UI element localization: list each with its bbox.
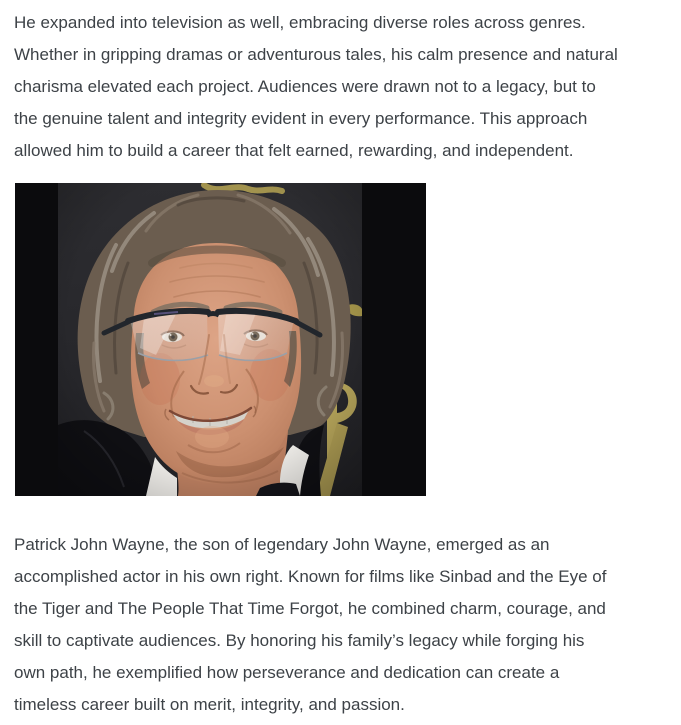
portrait-illustration xyxy=(58,183,362,496)
text-line: Whether in gripping dramas or adventurous tales, his calm presence and natural xyxy=(14,45,618,64)
text-line: skill to captivate audiences. By honoring his family’s legacy while forging his xyxy=(14,631,585,650)
text-line: timeless career built on merit, integrity, and passion. xyxy=(14,695,405,714)
portrait-photo xyxy=(15,183,426,496)
text-line: own path, he exemplified how perseverance and dedication can create a xyxy=(14,663,560,682)
text-line: accomplished actor in his own right. Known for films like Sinbad and the Eye of xyxy=(14,567,607,586)
text-line: He expanded into television as well, embracing diverse roles across genres. xyxy=(14,13,586,32)
paragraph-patrick-wayne-bio xyxy=(14,529,606,721)
paragraph-television-career xyxy=(14,7,618,167)
text-line: the Tiger and The People That Time Forgot, he combined charm, courage, and xyxy=(14,599,606,618)
text-line: the genuine talent and integrity evident in every performance. This approach xyxy=(14,109,588,128)
text-line: charisma elevated each project. Audiences were drawn not to a legacy, but to xyxy=(14,77,596,96)
text-line: allowed him to build a career that felt earned, rewarding, and independent. xyxy=(14,141,574,160)
text-line: Patrick John Wayne, the son of legendary John Wayne, emerged as an xyxy=(14,535,550,554)
